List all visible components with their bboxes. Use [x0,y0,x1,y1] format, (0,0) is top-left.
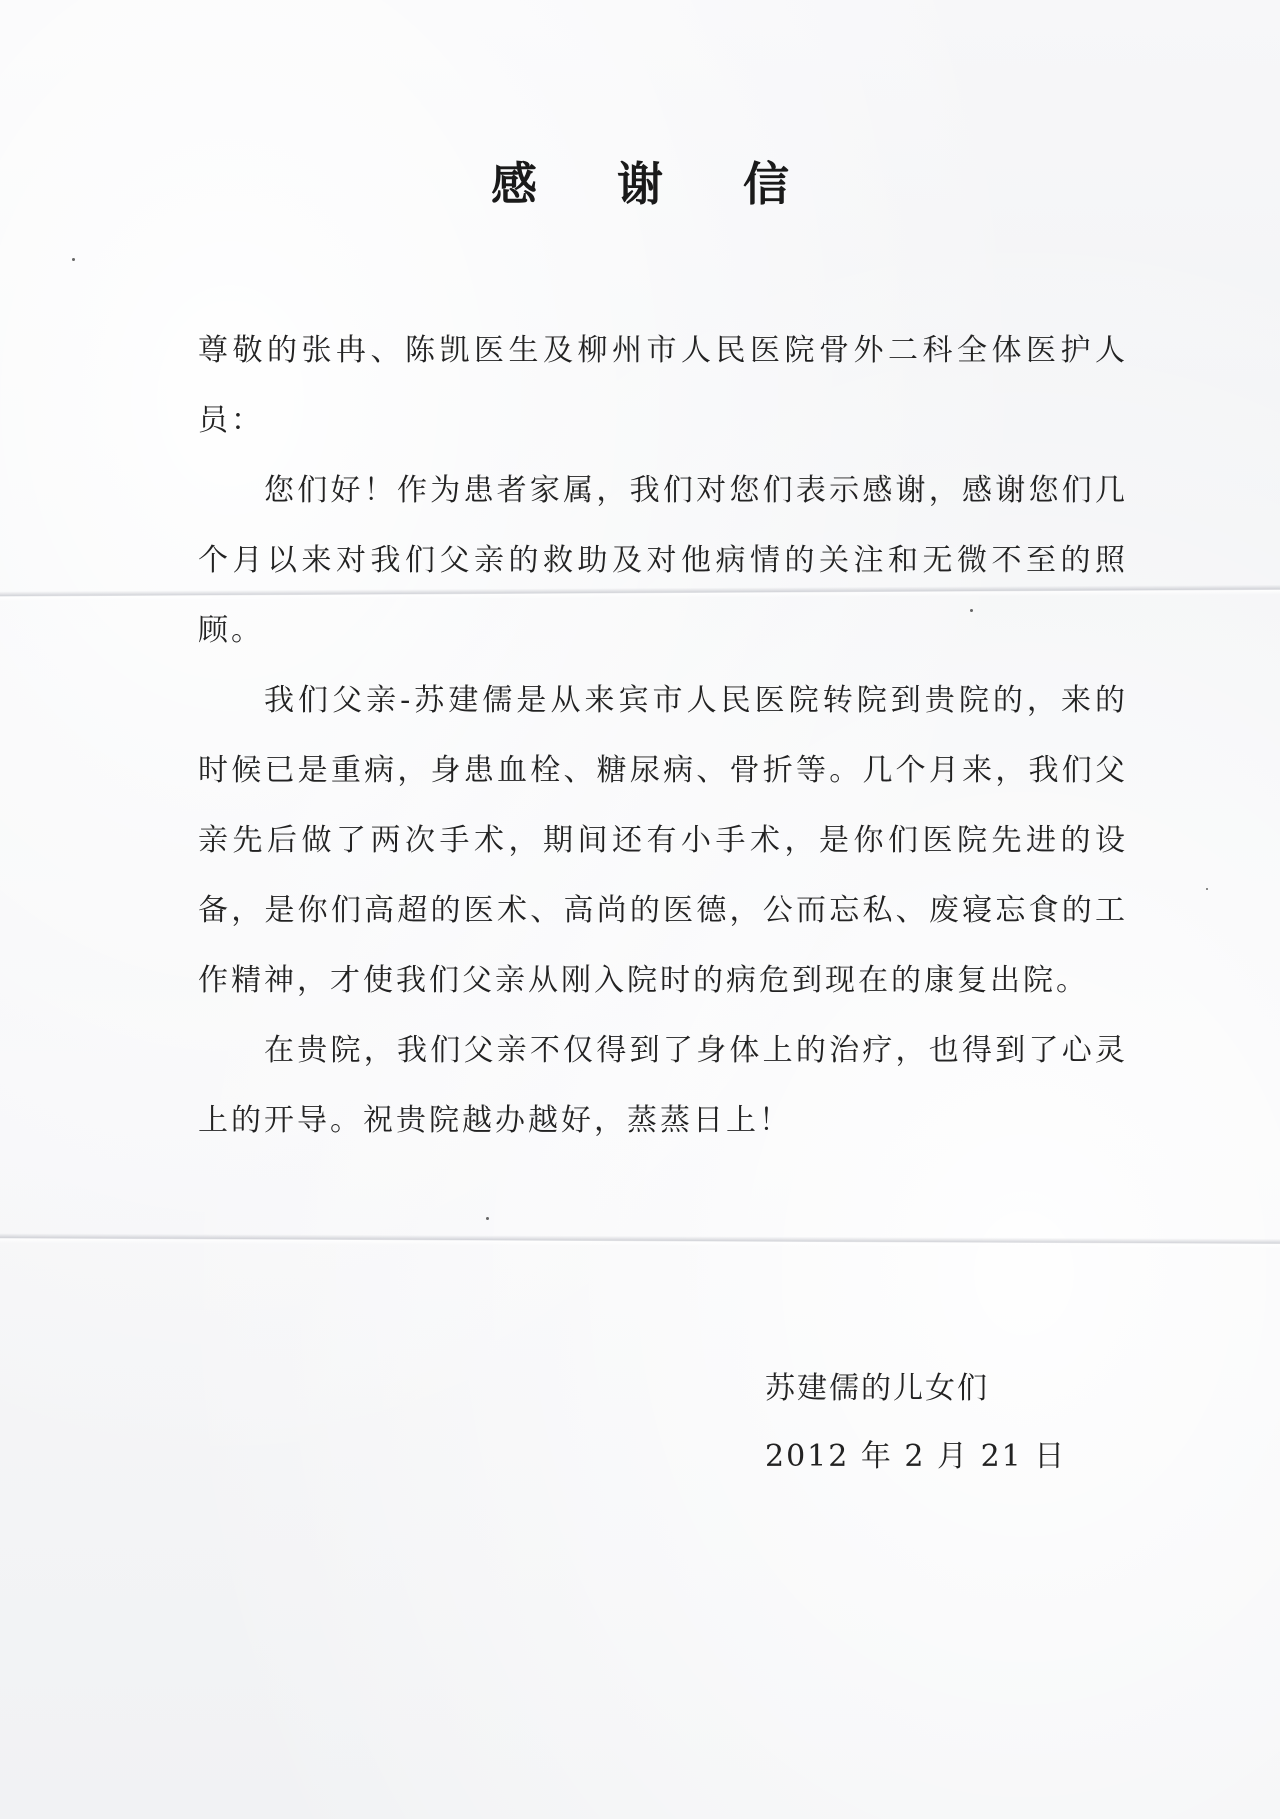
letter-signature: 苏建儒的儿女们 [765,1371,989,1406]
letter-paragraph: 您们好！作为患者家属，我们对您们表示感谢，感谢您们几个月以来对我们父亲的救助及对他病情的关注和无微不至的照顾。 [198,473,1128,648]
letter-title: 感 谢 信 [490,157,822,211]
paper-speck [72,258,75,261]
letter-salutation: 尊敬的张冉、陈凯医生及柳州市人民医院骨外二科全体医护人员： [198,333,1128,438]
letter-paragraph: 我们父亲-苏建儒是从来宾市人民医院转院到贵院的，来的时候已是重病，身患血栓、糖尿病、骨折等。几个月来，我们父亲先后做了两次手术，期间还有小手术，是你们医院先进的设备，是你们高超的医术、高尚的医德，公而忘私、废寝忘食的工作精神，才使我们父亲从刚入院时的病危到现在的康复出院。 [198,683,1128,998]
letter-paragraph: 在贵院，我们父亲不仅得到了身体上的治疗，也得到了心灵上的开导。祝贵院越办越好，蒸蒸日上！ [198,1033,1128,1138]
paper-speck [486,1217,489,1220]
letter-signature-block [765,1355,1066,1491]
paper-fold-crease [0,1233,1280,1249]
letter-body [198,316,1128,1156]
paper-speck [1206,888,1208,890]
letter-date: 2012 年 2 月 21 日 [765,1439,1067,1474]
